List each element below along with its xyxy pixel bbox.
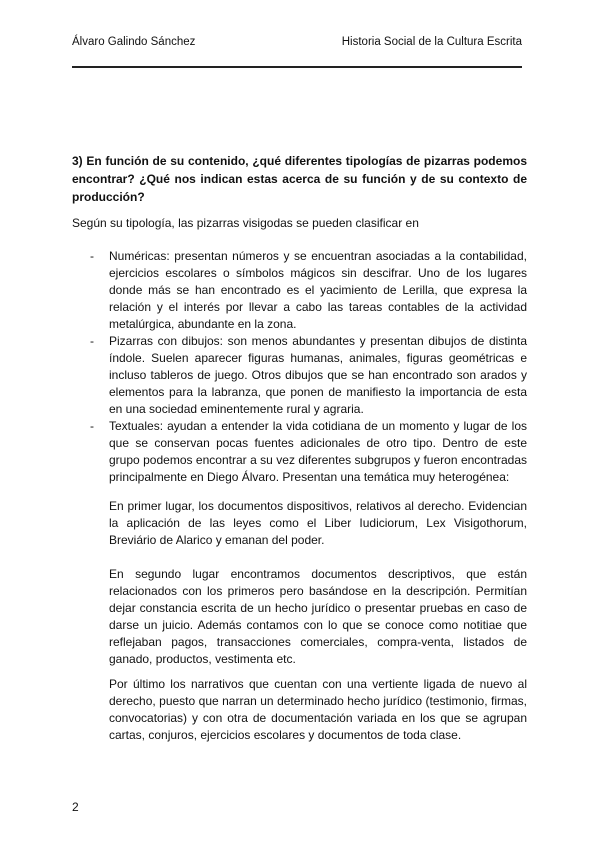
list-item-dibujos <box>72 333 527 418</box>
list-item-text: Pizarras con dibujos: son menos abundantes y presentan dibujos de distinta índole. Suelen aparecer figuras humanas, animales, figuras geométricas e incluso tableros de juego. Otros dibujos que se han encontrado son arados y elementos para la labranza, que ponen de manifiesto la importancia de esta en una sociedad eminentemente rural y agraria. <box>109 334 527 416</box>
typology-list <box>72 248 527 486</box>
page-number: 2 <box>72 800 79 814</box>
header-rule <box>72 66 522 68</box>
intro-paragraph: Según su tipología, las pizarras visigodas se pueden clasificar en <box>72 216 419 230</box>
list-item-textuales <box>72 418 527 486</box>
list-item-numericas <box>72 248 527 333</box>
question-heading: 3) En función de su contenido, ¿qué diferentes tipologías de pizarras podemos encontrar? ¿Qué nos indican estas acerca de su función y de su contexto de producción? <box>72 154 527 204</box>
header-author: Álvaro Galindo Sánchez <box>72 36 196 48</box>
list-marker: - <box>90 249 94 263</box>
list-marker: - <box>90 334 94 348</box>
list-item-text: Textuales: ayudan a entender la vida cotidiana de un momento y lugar de los que se conservan pocas fuentes adicionales de otro tipo. Dentro de este grupo podemos encontrar a su vez diferentes subgrupos y fueron encontradas principalmente en Diego Álvaro. Presentan una temática muy heterogénea: <box>109 419 527 484</box>
list-item-text: Numéricas: presentan números y se encuentran asociadas a la contabilidad, ejercicios escolares o símbolos mágicos sin descifrar. Uno de los lugares donde más se han encontrado es el yacimiento de Lerilla, que expresa la relación y el interés por llevar a cabo las tareas contables de la actividad metalúrgica, abundante en la zona. <box>109 249 527 331</box>
list-marker: - <box>90 419 94 433</box>
subparagraph-descriptivos: En segundo lugar encontramos documentos descriptivos, que están relacionados con los primeros pero basándose en la descripción. Permitían dejar constancia escrita de un hecho jurídico o presentar pruebas en caso de darse un juicio. Además contamos con lo que se conoce como notitiae que reflejaban pagos, transacciones comerciales, compra-venta, listados de ganado, productos, vestimenta etc. <box>109 567 527 666</box>
header-course: Historia Social de la Cultura Escrita <box>341 36 522 48</box>
subparagraph-narrativos: Por último los narrativos que cuentan con una vertiente ligada de nuevo al derecho, puesto que narran un determinado hecho jurídico (testimonio, firmas, convocatorias) y con otra de documentación variada en los que se agrupan cartas, conjuros, ejercicios escolares y documentos de toda clase. <box>109 677 527 742</box>
subparagraph-dispositivos: En primer lugar, los documentos dispositivos, relativos al derecho. Evidencian la aplicación de las leyes como el Liber Iudiciorum, Lex Visigothorum, Breviário de Alarico y emanan del poder. <box>109 499 527 547</box>
